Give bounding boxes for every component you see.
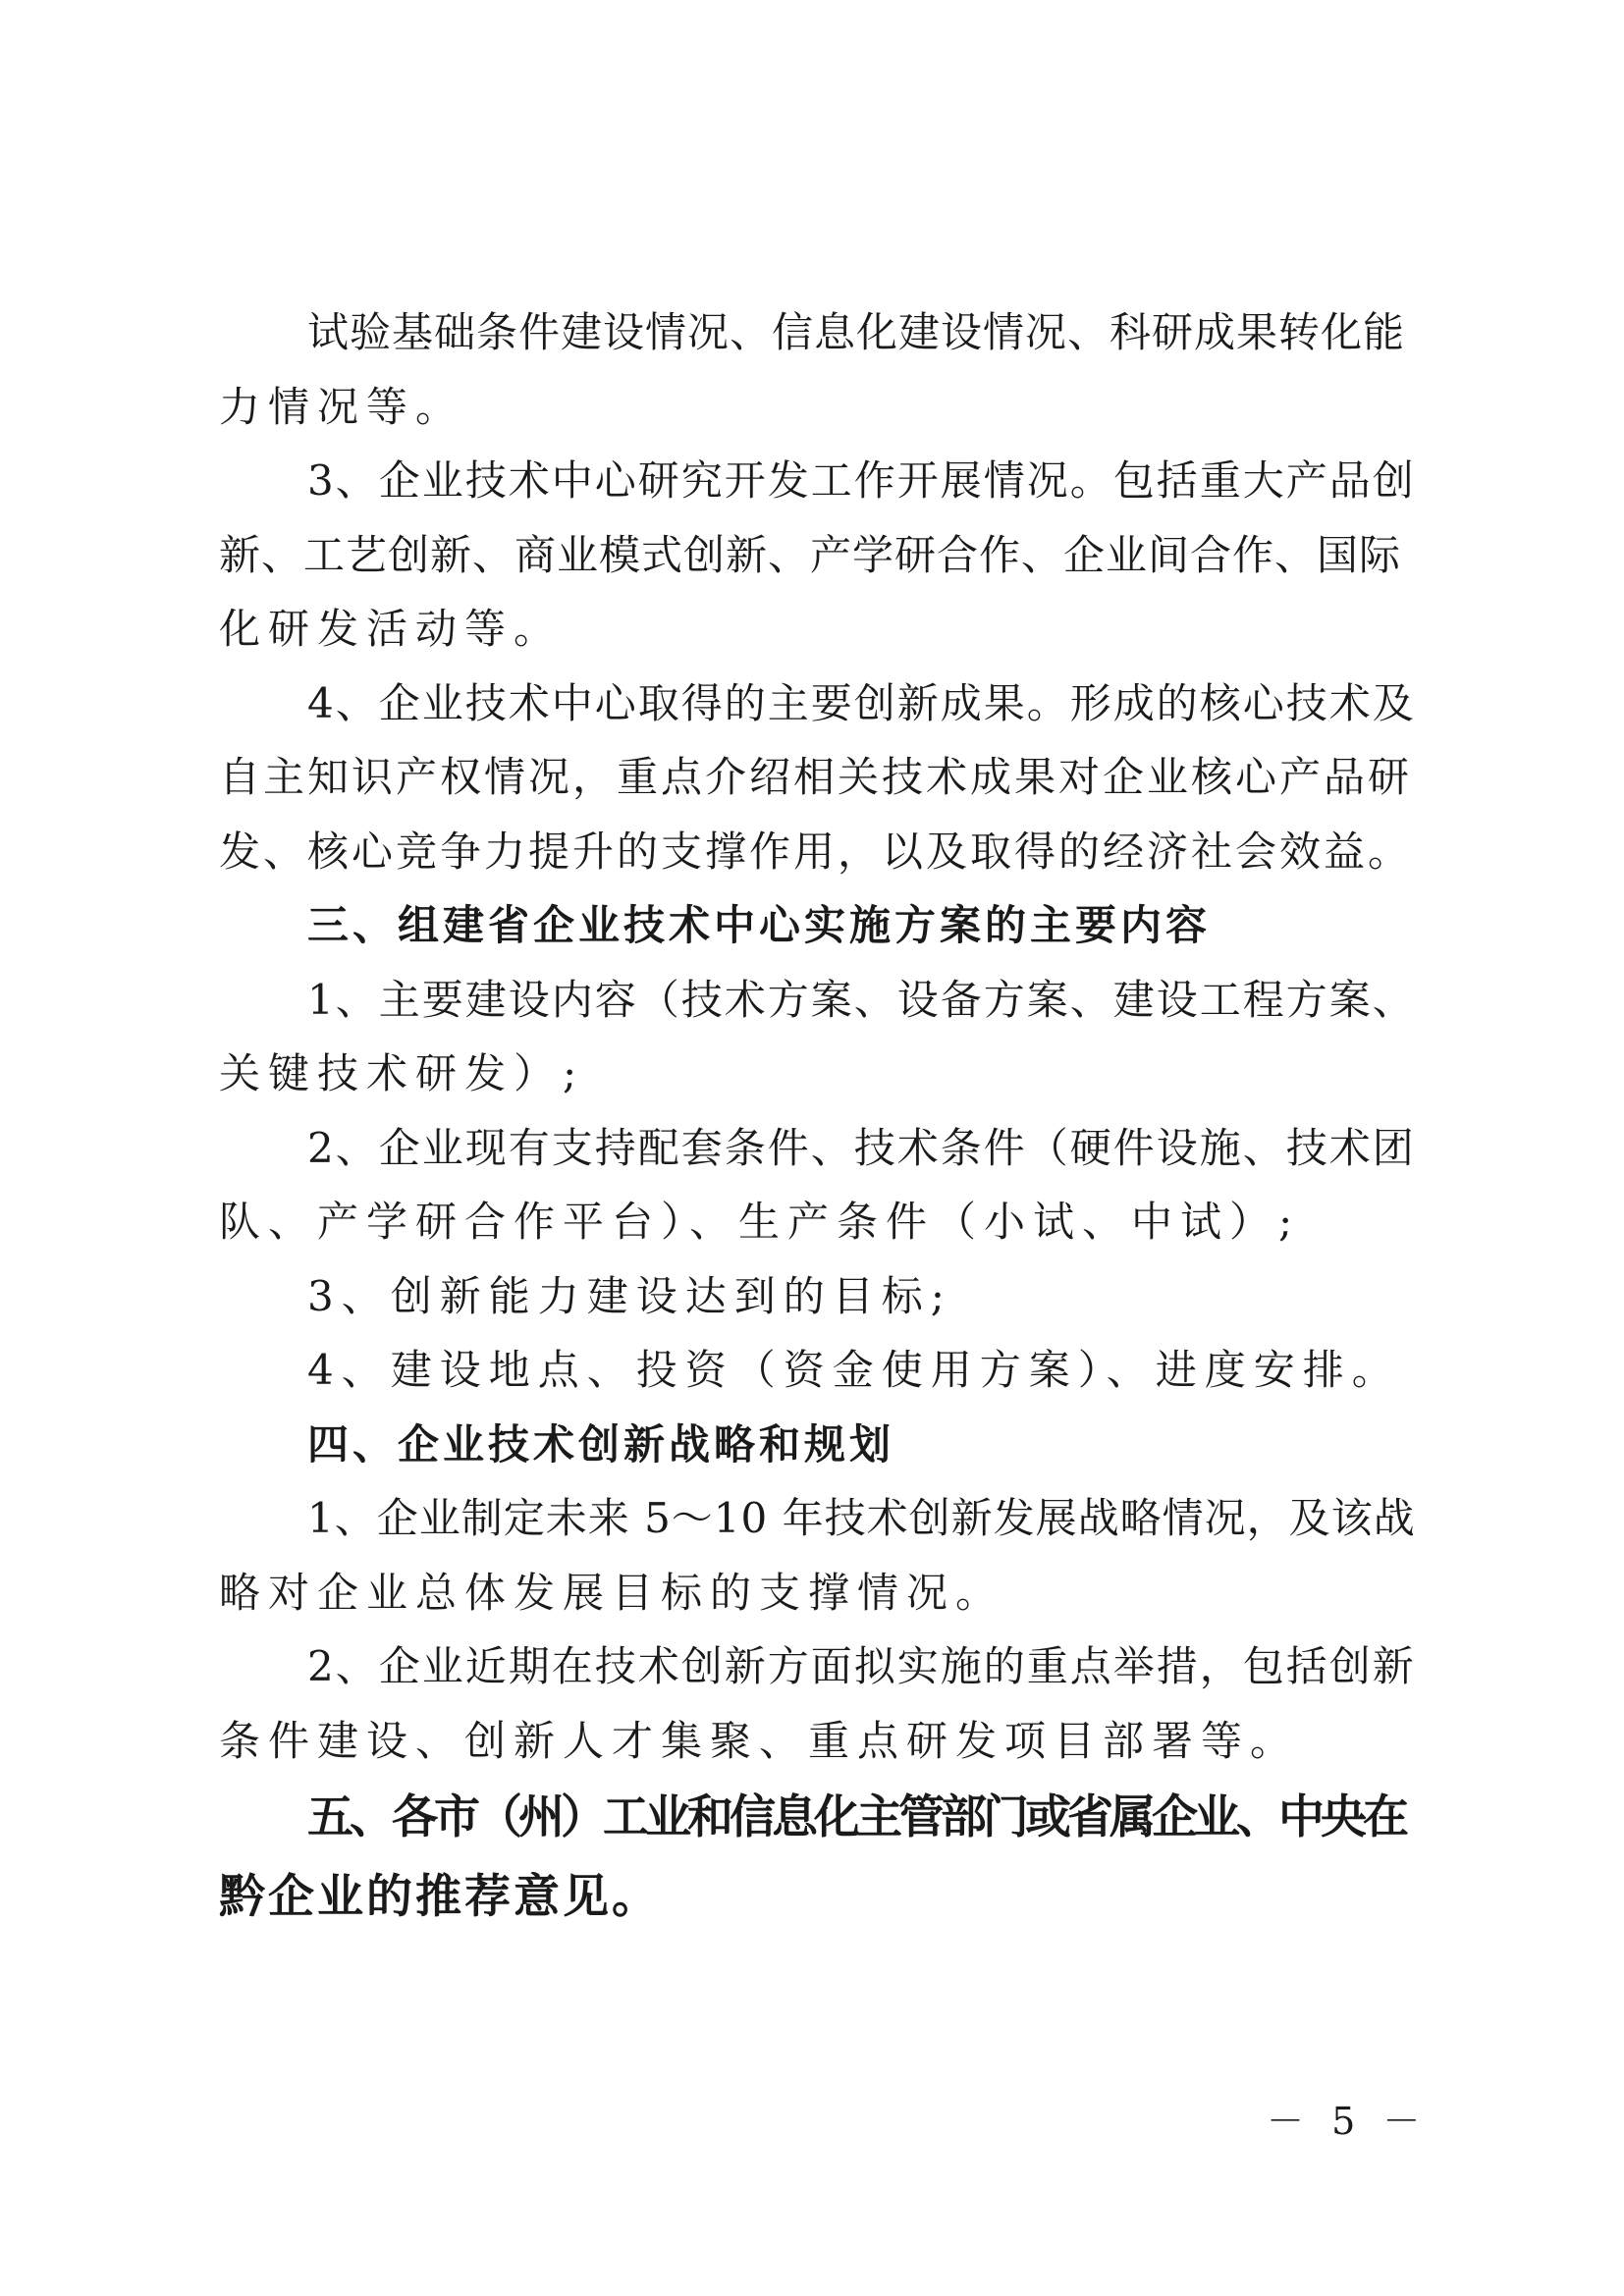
text-line: 试验基础条件建设情况、信息化建设情况、科研成果转化能 [307,308,1406,356]
text-line: 新、工艺创新、商业模式创新、产学研合作、企业间合作、国际 [219,531,1402,579]
text-line: 自主知识产权情况，重点介绍相关技术成果对企业核心产品研 [219,753,1413,801]
page-number: － 5 － [1267,2100,1429,2143]
section-heading: 黔企业的推荐意见。 [219,1870,661,1924]
text-line: 略对企业总体发展目标的支撑情况。 [219,1569,1005,1617]
text-line: 条件建设、创新人才集聚、重点研发项目部署等。 [219,1717,1300,1765]
text-line: 4、企业技术中心取得的主要创新成果。形成的核心技术及 [307,679,1416,727]
text-line: 2、企业现有支持配套条件、技术条件（硬件设施、技术团 [307,1124,1416,1172]
text-line: 力情况等。 [219,383,465,431]
text-line: 化研发活动等。 [219,605,564,653]
section-heading: 五、各市（州）工业和信息化主管部门或省属企业、中央在 [307,1790,1405,1844]
text-line: 1、企业制定未来 5～10 年技术创新发展战略情况，及该战 [307,1494,1416,1542]
text-line: 1、主要建设内容（技术方案、设备方案、建设工程方案、 [307,976,1416,1024]
section-heading: 三、组建省企业技术中心实施方案的主要内容 [307,901,1212,949]
text-line: 发、核心竞争力提升的支撑作用，以及取得的经济社会效益。 [219,828,1413,876]
text-line: 3、创新能力建设达到的目标; [307,1272,952,1320]
text-line: 队、产学研合作平台）、生产条件（小试、中试）; [219,1198,1301,1246]
text-line: 2、企业近期在技术创新方面拟实施的重点举措，包括创新 [307,1642,1416,1690]
section-heading: 四、企业技术创新战略和规划 [307,1420,895,1468]
text-line: 4、建设地点、投资（资金使用方案）、进度安排。 [307,1346,1401,1394]
text-line: 关键技术研发）; [219,1049,585,1097]
text-line: 3、企业技术中心研究开发工作开展情况。包括重大产品创 [307,456,1416,505]
